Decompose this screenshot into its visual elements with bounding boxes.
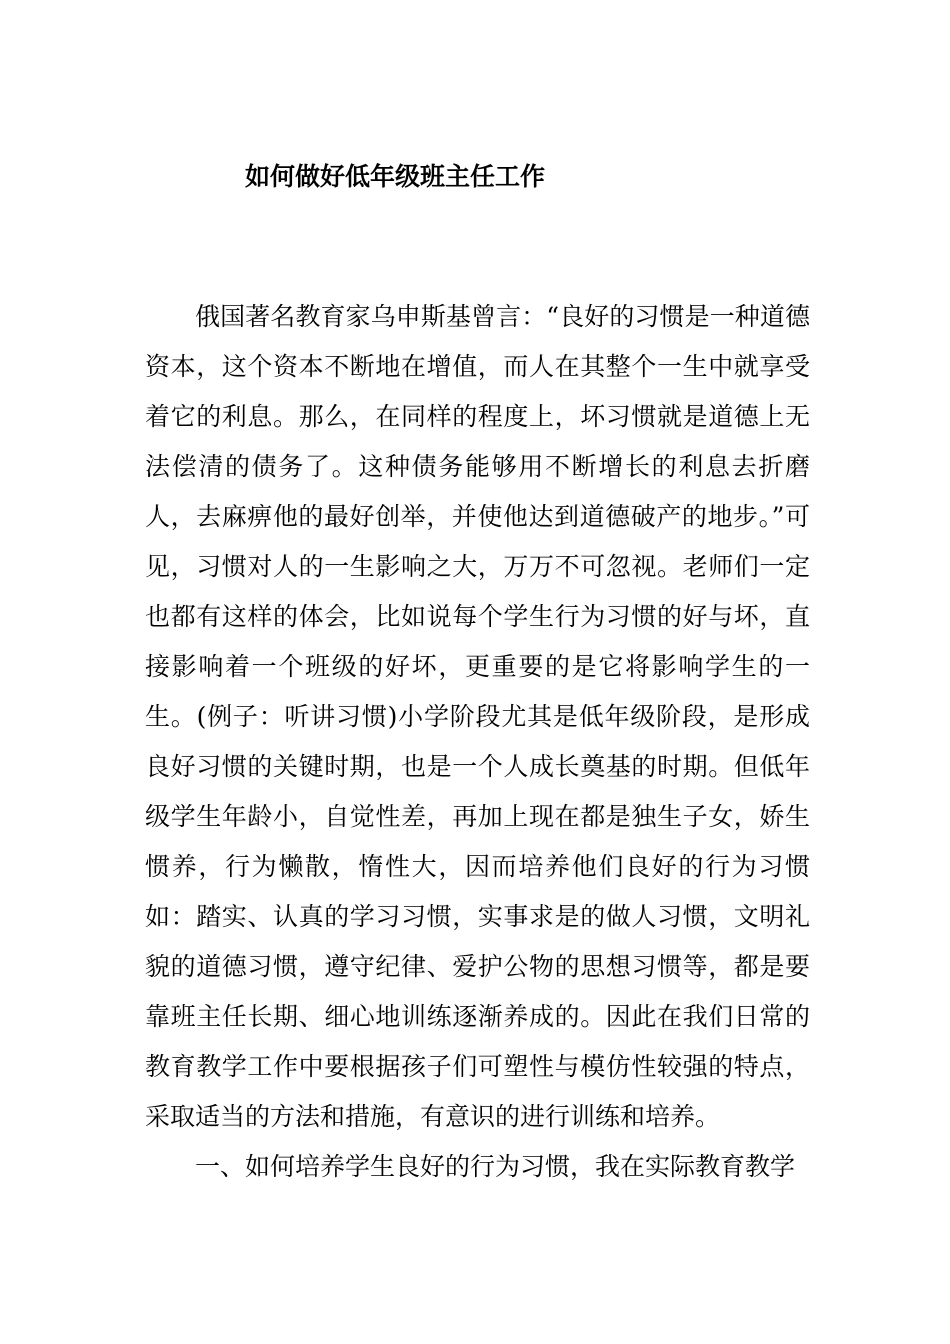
document-title: 如何做好低年级班主任工作 [245,162,546,191]
paragraph-section-one: 一、如何培养学生良好的行为习惯，我在实际教育教学 [195,1152,796,1181]
document-body [145,292,810,1192]
paragraph-intro: 俄国著名教育家乌申斯基曾言：“良好的习惯是一种道德资本，这个资本不断地在增值，而人在其整个一生中就享受着它的利息。那么，在同样的程度上，坏习惯就是道德上无法偿清的债务了。这种债务能够用不断增长的利息去折磨人，去麻痹他的最好创举，并使他达到道德破产的地步。”可见，习惯对人的一生影响之大，万万不可忽视。老师们一定也都有这样的体会，比如说每个学生行为习惯的好与坏，直接影响着一个班级的好坏，更重要的是它将影响学生的一生。(例子：听讲习惯)小学阶段尤其是低年级阶段，是形成良好习惯的关键时期，也是一个人成长奠基的时期。但低年级学生年龄小，自觉性差，再加上现在都是独生子女，娇生惯养，行为懒散，惰性大，因而培养他们良好的行为习惯如：踏实、认真的学习习惯，实事求是的做人习惯，文明礼貌的道德习惯，遵守纪律、爱护公物的思想习惯等，都是要靠班主任长期、细心地训练逐渐养成的。因此在我们日常的教育教学工作中要根据孩子们可塑性与模仿性较强的特点，采取适当的方法和措施，有意识的进行训练和培养。 [145,302,810,1131]
